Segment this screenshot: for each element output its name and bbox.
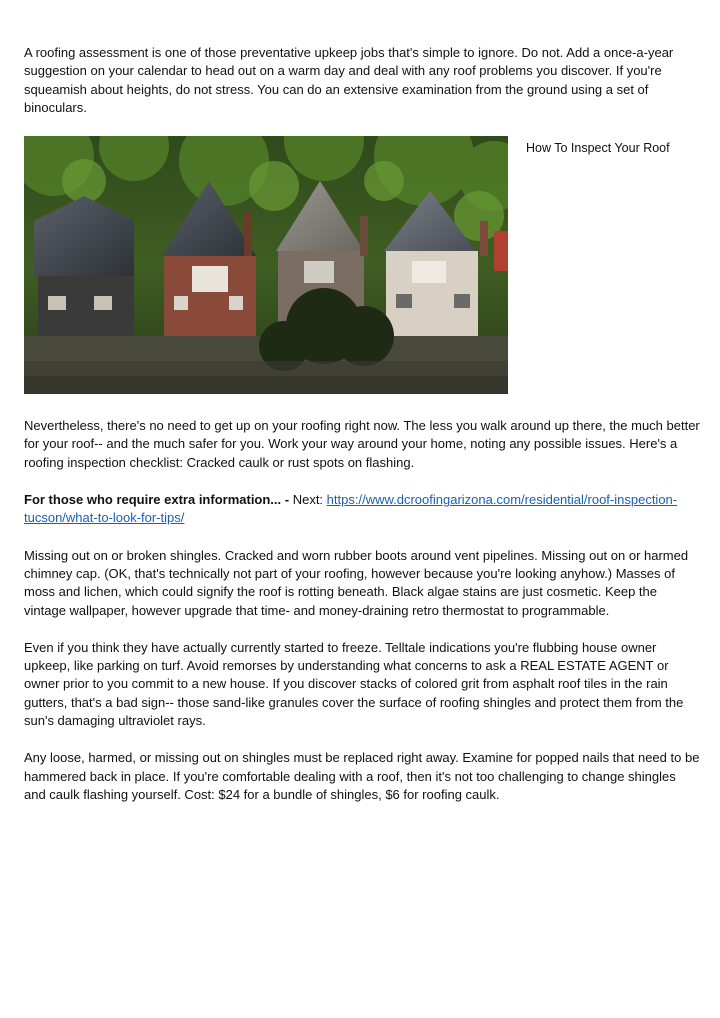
houses-roof-photo [24, 136, 508, 394]
roof-inspection-link[interactable]: https://www.dcroofingarizona.com/residential/roof-inspection-tucson/what-to-look-for-tips/ [24, 492, 678, 526]
shingles-paragraph: Missing out on or broken shingles. Cracked and worn rubber boots around vent pipelines. Missing out on or harmed chimney cap. (OK, that's technically not part of your roofing, however because you're looking anyhow.) Masses of moss and lichen, which could signify the roof is rotting beneath. Black algae stains are just cosmetic. Keep the vintage wallpaper, however upgrade that time- and money-draining retro thermostat to programmable. [24, 547, 689, 618]
more-info-paragraph [24, 491, 700, 528]
more-info-label: For those who require extra information... - [24, 492, 293, 508]
checklist-intro-paragraph: Nevertheless, there's no need to get up on your roofing right now. The less you walk around up there, the much better for your roof-- and the much safer for you. Work your way around your home, noting any possible issues. Here's a roofing inspection checklist: Cracked caulk or rust spots on flashing. [24, 418, 700, 470]
image-caption: How To Inspect Your Roof [526, 141, 670, 156]
next-label: Next: [292, 492, 327, 508]
image-section [24, 136, 700, 394]
freeze-paragraph: Even if you think they have actually currently started to freeze. Telltale indications you're flubbing house owner upkeep, like parking on turf. Avoid remorses by understanding what concerns to ask a REAL ESTATE AGENT or owner prior to you commit to a new house. If you discover stacks of colored grit from asphalt roof tiles in the rain gutters, that's a bad sign-- those sand-like granules cover the surface of roofing shingles and protect them from the sun's damaging ultraviolet rays. [24, 639, 684, 729]
intro-paragraph: A roofing assessment is one of those preventative upkeep jobs that's simple to ignore. Do not. Add a once-a-year suggestion on your calendar to head out on a warm day and deal with any roof problems you discover. If you're squeamish about heights, do not stress. You can do an extensive examination from the ground using a set of binoculars. [24, 45, 674, 115]
replacement-paragraph: Any loose, harmed, or missing out on shingles must be replaced right away. Examine for popped nails that need to be hammered back in place. If you're comfortable dealing with a roof, then it's not too challenging to change shingles and caulk flashing yourself. Cost: $24 for a bundle of shingles, $6 for roofing caulk. [24, 750, 700, 802]
article-body [24, 44, 700, 804]
